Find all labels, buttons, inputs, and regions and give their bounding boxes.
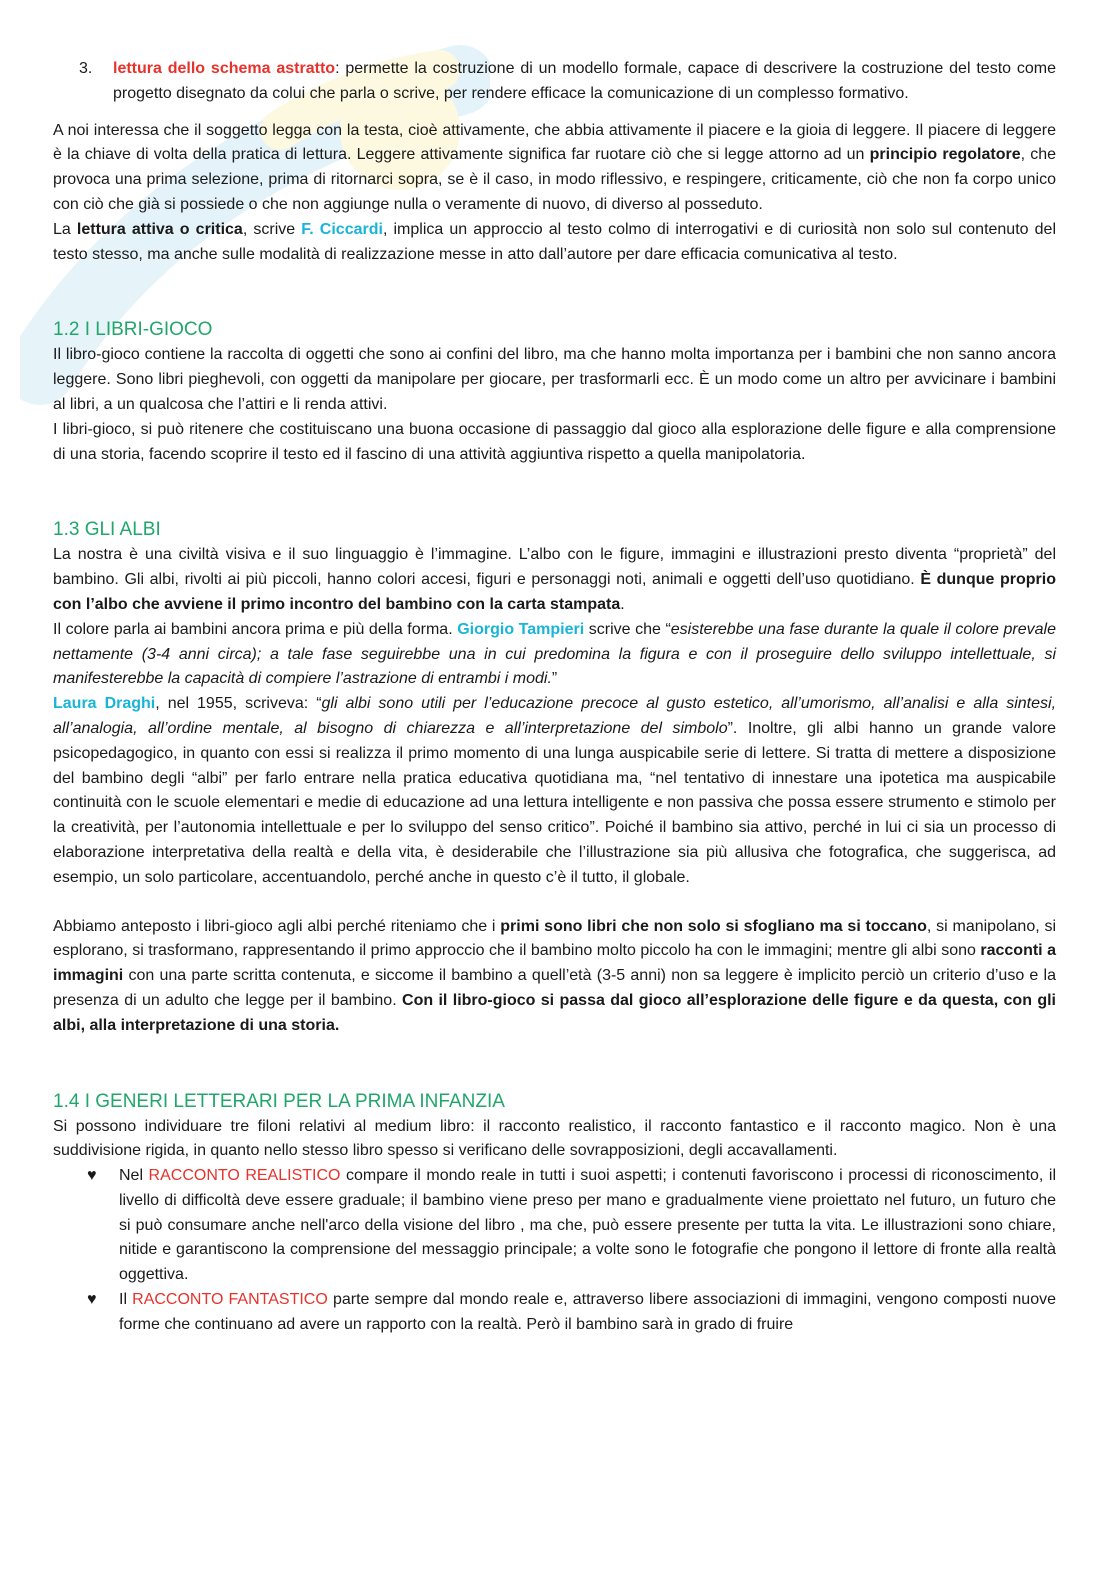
term-schema-astratto: lettura dello schema astratto <box>113 60 336 77</box>
albi3-quote: gli albi sono utili per l’educazione precoce al gusto estetico, all’umorismo, all’analisi e alla sintesi, all’analogia, all’ordine mentale, al bisogno di chiarezza e all’interpretazione del simbolo <box>53 695 1057 737</box>
para1-text-2: , che provoca una prima selezione, prima di ritornarci sopra, se è il caso, in modo riflessivo, e respingere, criticamente, ciò che non fa corpo unico con ciò che già si possiede o che non aggiunge nulla o veramente di nuovo, di diverso al posseduto. <box>53 146 1057 213</box>
paragraph-albi-2 <box>53 618 1056 692</box>
para1-text-1: A noi interessa che il soggetto legga con la testa, cioè attivamente, che abbia attivamente il piacere e la gioia di leggere. Il piacere di leggere è la chiave di volta della pratica di lettura. Leggere attivamente significa far ruotare ciò che si legge attorno ad un <box>53 121 1056 164</box>
paragraph-lettura-critica <box>53 218 1056 268</box>
albi4-text-3: con una parte scritta contenuta, e siccome il bambino a quell’età (3-5 anni) non sa leggere è implicito perciò un criterio d’uso e la presenza di un adulto che legge per il bambino. <box>53 967 1056 1009</box>
list-number: 3. <box>79 60 93 77</box>
paragraph-albi-1 <box>53 543 1056 617</box>
albi1-bold: È dunque proprio con l’albo che avviene il primo incontro del bambino con la carta stampata <box>53 571 1057 613</box>
section-heading-generi-letterari: 1.4 I GENERI LETTERARI PER LA PRIMA INFANZIA <box>53 1090 505 1112</box>
albi2-text-3: ” <box>551 670 558 688</box>
para1-bold: principio regolatore <box>869 146 1021 164</box>
para2-text-3: , implica un approccio al testo colmo di interrogativi e di curiosità non solo sul contenuto del testo stesso, ma anche sulle modalità di realizzazione messe in atto dall’autore per dare efficacia comunicativa al testo. <box>53 220 1057 263</box>
bullet-text <box>119 1164 1056 1288</box>
author-draghi: Laura Draghi <box>53 695 156 713</box>
bullet1-text-1: Nel <box>119 1167 149 1185</box>
bullet2-text-2: parte sempre dal mondo reale e, attraverso libere associazioni di immagini, vengono composti nuove forme che continuano ad avere un rapporto con la realtà. Però il bambino sarà in grado di fruire <box>119 1291 1056 1333</box>
section-heading-albi: 1.3 GLI ALBI <box>53 519 161 541</box>
bullet-text <box>119 1288 1056 1338</box>
paragraph-albi-3 <box>53 692 1056 890</box>
term-racconto-realistico: RACCONTO REALISTICO <box>148 1167 341 1185</box>
albi4-text-1: Abbiamo anteposto i libri-gioco agli albi perché riteniamo che i <box>53 917 501 935</box>
albi3-text-1: , nel 1955, scriveva: “ <box>155 695 322 713</box>
bullet-racconto-fantastico <box>53 1288 1056 1338</box>
paragraph-lettura-attiva <box>53 119 1056 218</box>
albi1-text-2: . <box>620 595 625 613</box>
bullet1-text-2: compare il mondo reale in tutti i suoi aspetti; i contenuti favoriscono i processi di riconoscimento, il livello di difficoltà deve essere graduale; il bambino viene preso per mano e gradualmente viene proiettato nel futuro, un futuro che si può consumare anche nell'arco della visione del libro , ma che, può essere presente per tutta la vita. Le illustrazioni sono chiare, nitide e garantiscono la comprensione del messaggio principale; a volte sono le fotografie che pongono il lettore di fronte alla realtà oggettiva. <box>119 1167 1056 1284</box>
bullet-racconto-realistico <box>53 1164 1056 1288</box>
paragraph-libri-gioco-2: I libri-gioco, si può ritenere che costituiscano una buona occasione di passaggio dal gioco alla esplorazione delle figure e alla comprensione di una storia, facendo scoprire il testo ed il fascino di una attività aggiuntiva rispetto a quella manipolatoria. <box>53 420 1056 463</box>
albi4-bold-2: racconti a immagini <box>53 942 1056 985</box>
para2-text-1: La <box>53 220 77 238</box>
para2-bold: lettura attiva o critica <box>76 220 243 238</box>
albi4-bold-1: primi sono libri che non solo si sfogliano ma si toccano <box>500 917 927 935</box>
author-tampieri: Giorgio Tampieri <box>457 620 585 638</box>
list-item-3 <box>53 57 1056 107</box>
albi1-text-1: La nostra è una civiltà visiva e il suo linguaggio è l’immagine. L’albo con le figure, immagini e illustrazioni presto diventa “proprietà” del bambino. Gli albi, rivolti ai più piccoli, hanno colori accesi, figuri e personaggi noti, animali e oggetti dell’uso quotidiano. <box>53 546 1056 589</box>
section-heading-libri-gioco: 1.2 I LIBRI-GIOCO <box>53 319 213 341</box>
list-item-text <box>113 57 1056 107</box>
heart-bullet-icon: ♥ <box>87 1291 97 1309</box>
albi2-text-1: Il colore parla ai bambini ancora prima e più della forma. <box>53 620 458 638</box>
paragraph-libri-gioco-1: Il libro-gioco contiene la raccolta di oggetti che sono ai confini del libro, ma che hanno molta importanza per i bambini che non sanno ancora leggere. Sono libri pieghevoli, con oggetti da manipolare per giocare, per trasformarli ecc. È un modo come un altro per avvicinare i bambini al libri, a un qualcosa che l’attiri e li renda attivi. <box>53 346 1056 413</box>
paragraph-generi-1: Si possono individuare tre filoni relativi al medium libro: il racconto realistico, il racconto fantastico e il racconto magico. Non è una suddivisione rigida, in quanto nello stesso libro spesso si verificano delle sovrapposizioni, degli accavallamenti. <box>53 1117 1056 1160</box>
paragraph-albi-4 <box>53 915 1056 1039</box>
term-racconto-fantastico: RACCONTO FANTASTICO <box>132 1291 328 1309</box>
item3-text: : permette la costruzione di un modello formale, capace di descrivere la costruzione del testo come progetto disegnato da colui che parla o scrive, per rendere efficace la comunicazione di un complesso formativo. <box>113 60 1057 102</box>
albi3-text-2: ”. Inoltre, gli albi hanno un grande valore psicopedagogico, in quanto con essi si realizza il primo momento di una lunga auspicabile serie di lettere. Si tratta di mettere a disposizione del bambino degli “albi” per farlo entrare nella pratica educativa quotidiana ma, “nel tentativo di innestare una ipotetica ma auspicabile continuità con le scuole elementari e medie di educazione ad una lettura intelligente e non passiva che possa essere strumento e stimolo per la creatività, per l’autonomia intellettuale e per lo sviluppo del senso critico”. Poiché il bambino sia attivo, perché in lui ci sia un processo di elaborazione interpretativa della realtà e della vita, è desiderabile che l’illustrazione sia più allusiva che fotografica, che suggerisca, ad esempio, un solo particolare, accentuandolo, perché anche in questo c’è il tutto, il globale. <box>53 719 1056 886</box>
author-ciccardi: F. Ciccardi <box>301 220 383 238</box>
albi2-text-2: scrive che “ <box>584 620 671 638</box>
heart-bullet-icon: ♥ <box>87 1167 97 1185</box>
bullet2-text-1: Il <box>119 1291 133 1309</box>
para2-text-2: , scrive <box>242 220 302 238</box>
albi4-bold-3: Con il libro-gioco si passa dal gioco all’esplorazione delle figure e da questa, con gli albi, alla interpretazione di una storia. <box>53 991 1057 1034</box>
albi4-text-2: , si manipolano, si esplorano, si trasformano, rappresentando il primo approccio che il bambino molto piccolo ha con le immagini; mentre gli albi sono <box>53 917 1057 960</box>
albi2-quote: esisterebbe una fase durante la quale il colore prevale nettamente (3-4 anni circa); a tale fase seguirebbe una in cui predomina la figura e con il proseguire dello sviluppo intellettuale, si manifesterebbe la capacità di compiere l’astrazione di entrambi i modi. <box>53 620 1057 688</box>
